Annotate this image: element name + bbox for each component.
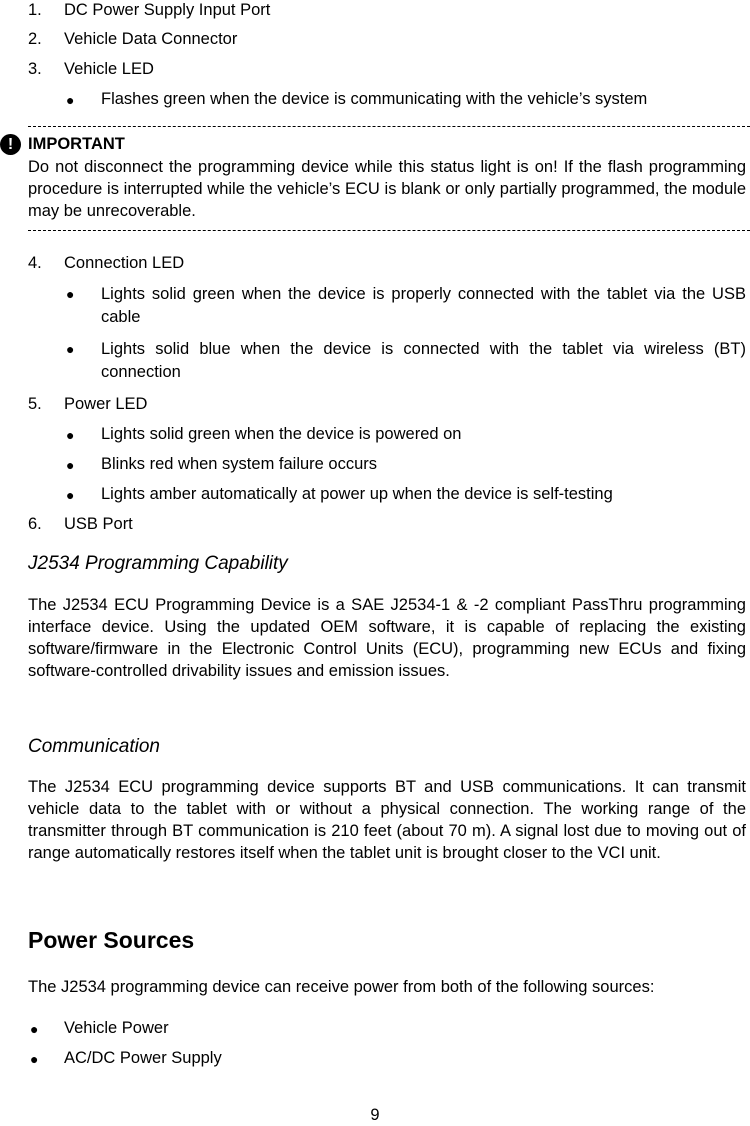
- bullet-text: Blinks red when system failure occurs: [101, 455, 378, 473]
- list-number: 3.: [28, 60, 42, 78]
- list-item-usb-port: USB Port: [64, 515, 133, 533]
- bullet-icon: ●: [66, 457, 75, 473]
- subheading-communication: Communication: [28, 736, 160, 757]
- list-item-power-led: Power LED: [64, 395, 148, 413]
- important-icon: !: [0, 134, 21, 155]
- page-number: 9: [370, 1106, 380, 1124]
- bullet-icon: ●: [30, 1051, 39, 1067]
- paragraph-communication: The J2534 ECU programming device supports BT and USB communications. It can transmit vehicle data to the tablet with or without a physical connection. The working range of the transmitter through BT communication is 210 feet (about 70 m). A signal lost due to moving out of range automatically restores itself when the tablet unit is brought closer to the VCI unit.: [28, 778, 746, 862]
- list-item-vehicle-data-connector: Vehicle Data Connector: [64, 30, 238, 48]
- divider: [28, 230, 750, 231]
- bullet-icon: ●: [66, 341, 75, 357]
- list-number: 2.: [28, 30, 42, 48]
- power-source-item: AC/DC Power Supply: [64, 1049, 222, 1067]
- bullet-text: Lights solid blue when the device is connected with the tablet via wireless (BT) connection: [101, 340, 746, 381]
- list-item-dc-power-port: DC Power Supply Input Port: [64, 1, 271, 19]
- bullet-icon: ●: [66, 427, 75, 443]
- power-source-item: Vehicle Power: [64, 1019, 169, 1037]
- paragraph-power-intro: The J2534 programming device can receive power from both of the following sources:: [28, 978, 655, 996]
- bullet-icon: ●: [66, 92, 75, 108]
- list-number: 1.: [28, 1, 42, 19]
- bullet-text: Lights solid green when the device is powered on: [101, 425, 462, 443]
- important-text: Do not disconnect the programming device while this status light is on! If the flash programming procedure is interrupted while the vehicle’s ECU is blank or only partially programmed, the module may be unrecoverable.: [28, 158, 746, 220]
- important-title: IMPORTANT: [28, 135, 125, 153]
- subheading-j2534: J2534 Programming Capability: [28, 553, 288, 574]
- list-number: 5.: [28, 395, 42, 413]
- bullet-icon: ●: [66, 487, 75, 503]
- section-heading-power-sources: Power Sources: [28, 927, 195, 953]
- bullet-icon: ●: [30, 1021, 39, 1037]
- list-number: 4.: [28, 254, 42, 272]
- list-number: 6.: [28, 515, 42, 533]
- list-item-vehicle-led: Vehicle LED: [64, 60, 154, 78]
- bullet-text: Flashes green when the device is communicating with the vehicle’s system: [101, 90, 648, 108]
- bullet-text: Lights amber automatically at power up when the device is self-testing: [101, 485, 613, 503]
- divider: [28, 126, 750, 127]
- paragraph-j2534: The J2534 ECU Programming Device is a SAE J2534-1 & -2 compliant PassThru programming interface device. Using the updated OEM software, it is capable of replacing the existing software/firmware in the Electronic Control Units (ECU), programming new ECUs and fixing software-controlled drivability issues and emission issues.: [28, 596, 746, 680]
- bullet-text: Lights solid green when the device is properly connected with the tablet via the USB cable: [101, 285, 746, 326]
- list-item-connection-led: Connection LED: [64, 254, 185, 272]
- bullet-icon: ●: [66, 286, 75, 302]
